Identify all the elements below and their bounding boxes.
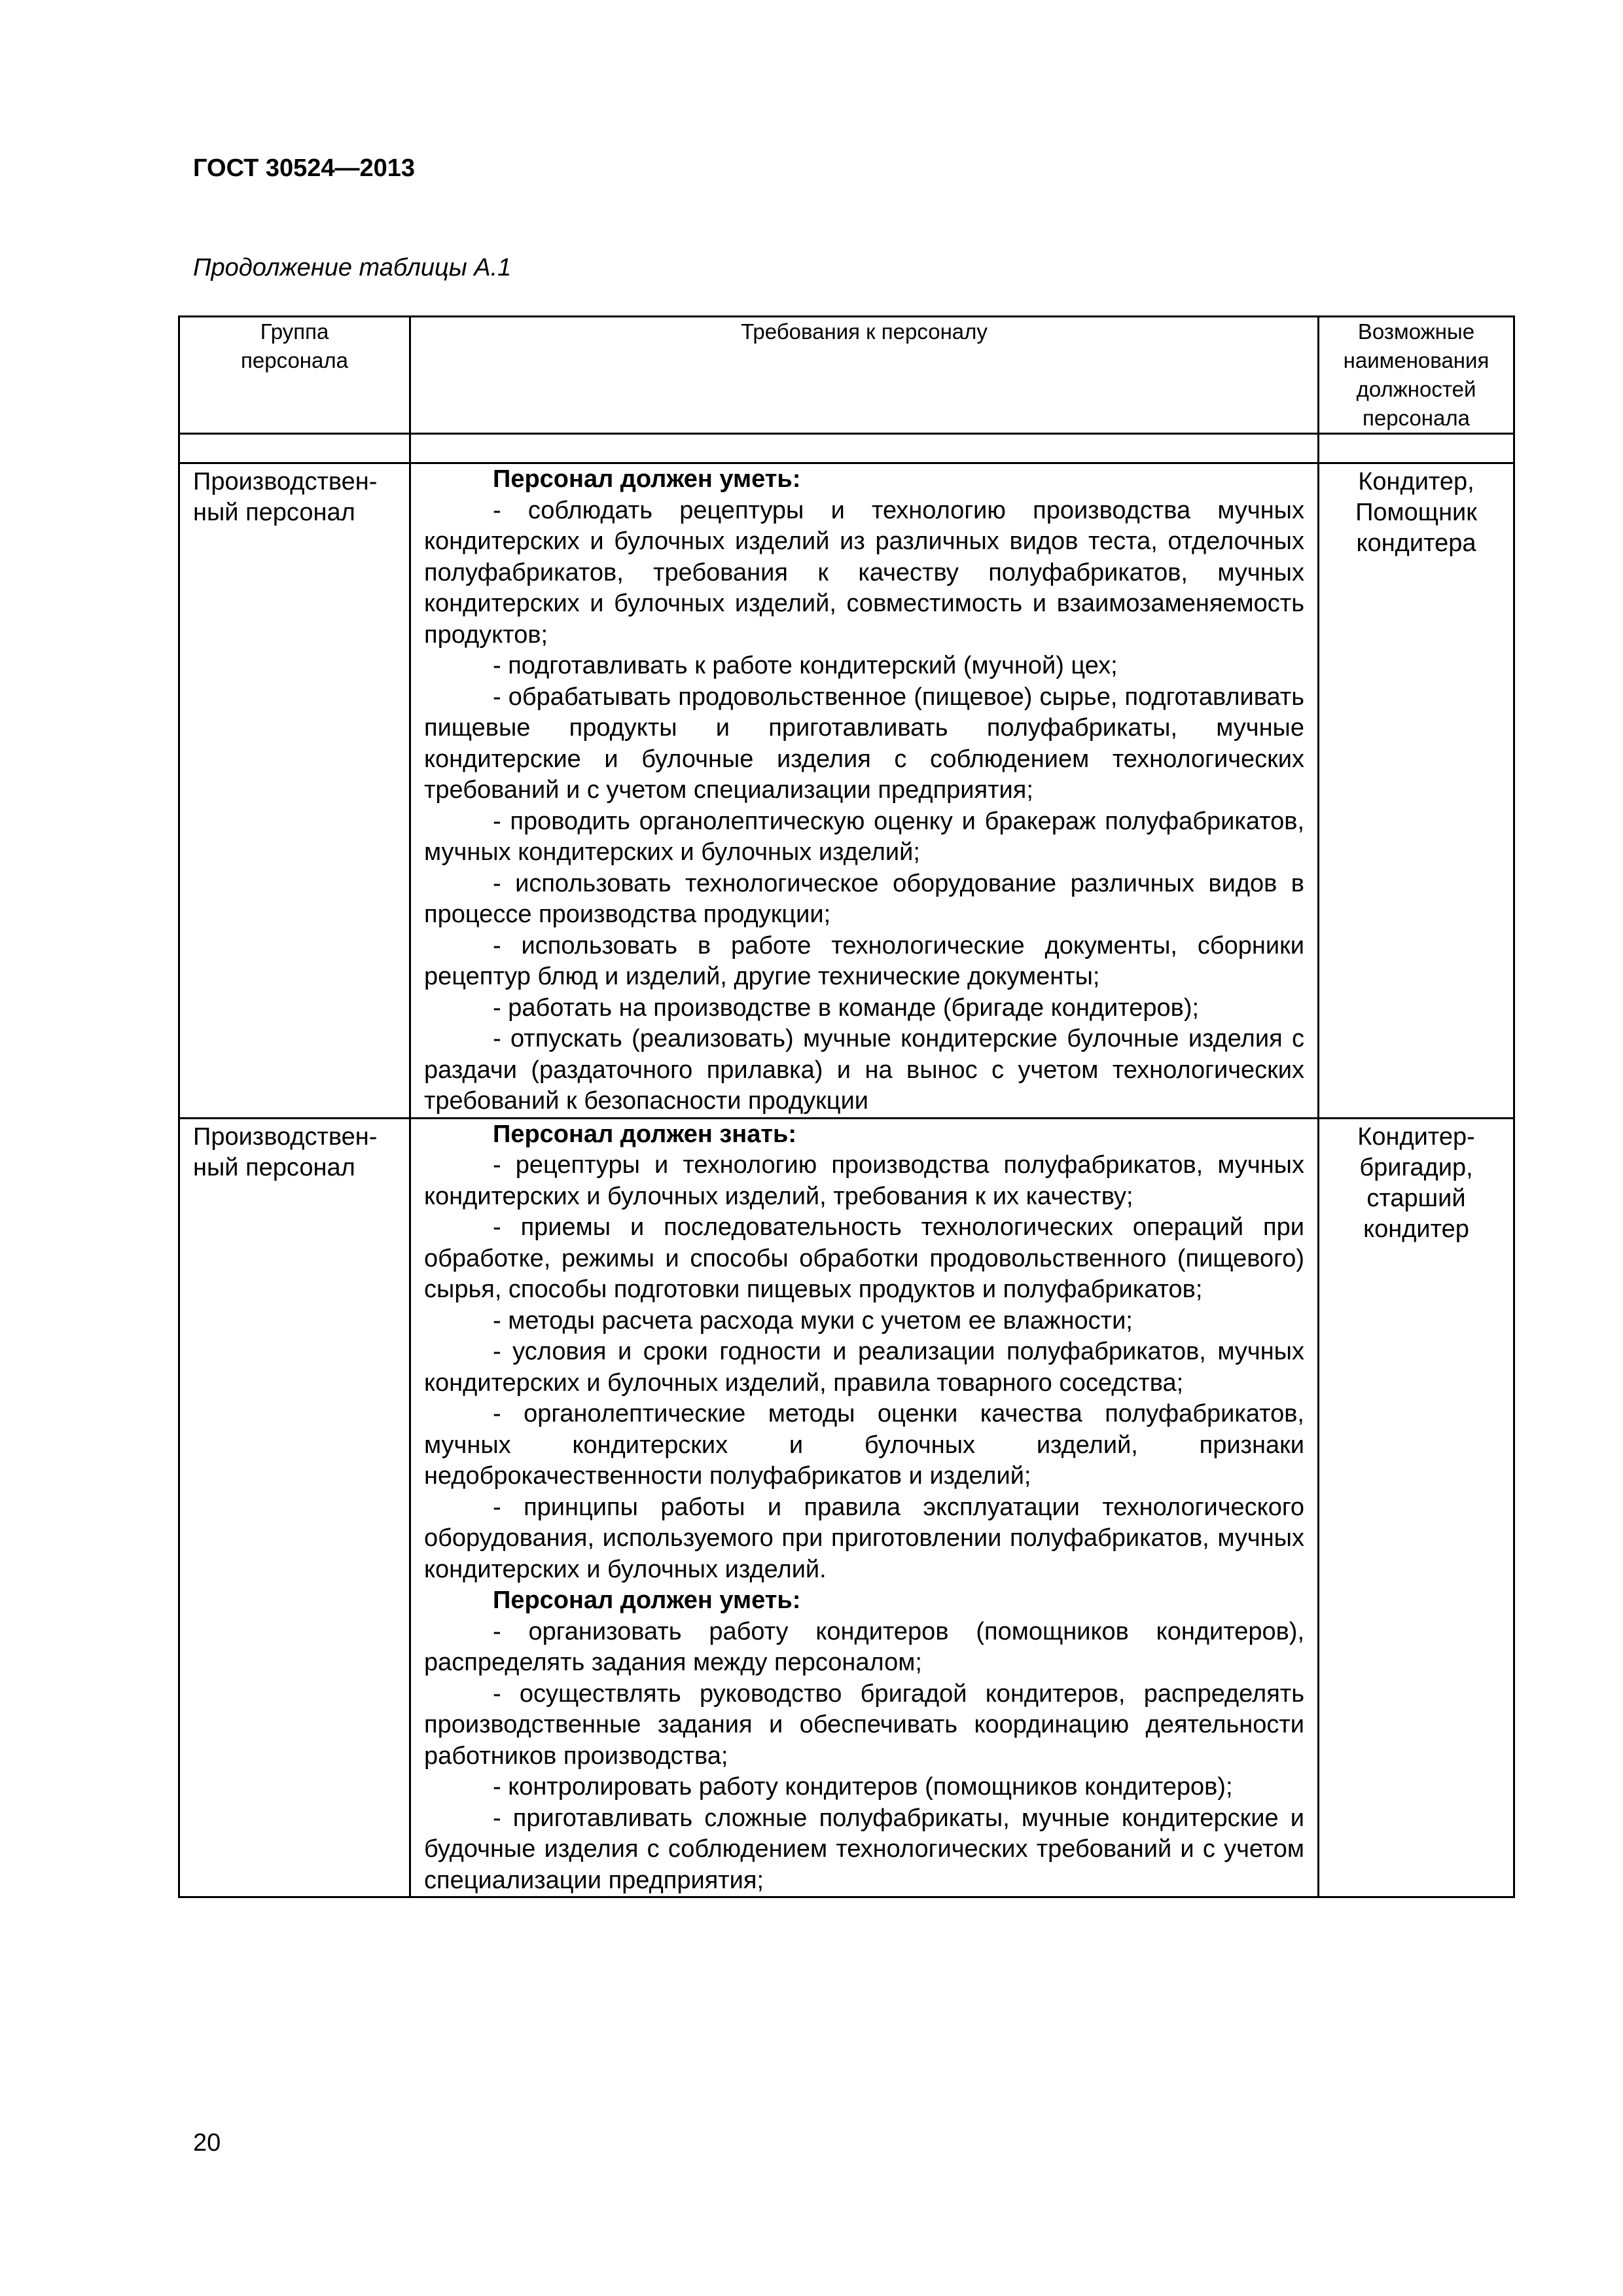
requirement-item: - подготавливать к работе кондитерский (мучной) цех; [493,652,1118,679]
requirements-heading: Персонал должен знать: [493,1120,796,1148]
requirements-table [178,315,1515,1898]
requirement-item: - органолептические методы оценки качества полуфабрикатов, мучных кондитерских и булочных изделий, признаки недоброкачественности полуфабрикатов и изделий; [424,1400,1304,1490]
table-row [179,1118,1514,1897]
requirement-item: - осуществлять руководство бригадой кондитеров, распределять производственные задания и обеспечивать координацию деятельности работников производства; [424,1679,1304,1770]
header-positions: Возможные наименования должностей персонала [1319,317,1514,434]
requirement-item: - организовать работу кондитеров (помощников кондитеров), распределять задания между персоналом; [424,1617,1304,1676]
requirement-item: - рецептуры и технологию производства полуфабрикатов, мучных кондитерских и булочных изделий, требования к их качеству; [424,1151,1304,1210]
requirements-cell [410,463,1319,1119]
requirements-heading: Персонал должен уметь: [493,1587,801,1614]
requirement-item: - обрабатывать продовольственное (пищевое) сырье, подготавливать пищевые продукты и приготавливать полуфабрикаты, мучные кондитерские и булочные изделия с соблюдением технологических требований и с учетом специализации предприятия; [424,683,1304,804]
requirements-heading: Персонал должен уметь: [493,465,801,493]
requirement-item: - проводить органолептическую оценку и бракераж полуфабрикатов, мучных кондитерских и булочных изделий; [424,807,1304,866]
requirements-cell [410,1118,1319,1897]
positions-cell: Кондитер- бригадир, старший кондитер [1319,1118,1514,1897]
requirement-item: - приемы и последовательность технологических операций при обработке, режимы и способы обработки продовольственного (пищевого) сырья, способы подготовки пищевых продуктов и полуфабрикатов; [424,1213,1304,1303]
positions-cell: Кондитер, Помощник кондитера [1319,463,1514,1119]
requirement-item: - использовать в работе технологические документы, сборники рецептур блюд и изделий, другие технические документы; [424,931,1304,990]
requirement-item: - принципы работы и правила эксплуатации технологического оборудования, используемого при приготовлении полуфабрикатов, мучных кондитерских и булочных изделий. [424,1493,1304,1583]
page-number: 20 [193,2129,221,2157]
table-header-row [179,317,1514,434]
requirement-item: - условия и сроки годности и реализации полуфабрикатов, мучных кондитерских и булочных изделий, правила товарного соседства; [424,1338,1304,1397]
requirement-item: - работать на производстве в команде (бригаде кондитеров); [493,994,1200,1022]
requirement-item: - приготавливать сложные полуфабрикаты, мучные кондитерские и будочные изделия с соблюдением технологических требований и с учетом специализации предприятия; [424,1804,1304,1894]
requirement-item: - использовать технологическое оборудование различных видов в процессе производства продукции; [424,869,1304,928]
table-row [179,463,1514,1119]
table-caption: Продолжение таблицы А.1 [193,254,512,281]
document-code: ГОСТ 30524—2013 [193,154,416,182]
requirement-item: - отпускать (реализовать) мучные кондитерские булочные изделия с раздачи (раздаточного прилавка) и на вынос с учетом технологических требований к безопасности продукции [424,1025,1304,1115]
group-cell: Производствен- ный персонал [179,1118,410,1897]
requirement-item: - контролировать работу кондитеров (помощников кондитеров); [493,1773,1233,1801]
group-cell: Производствен- ный персонал [179,463,410,1119]
requirement-item: - методы расчета расхода муки с учетом ее влажности; [493,1306,1133,1335]
header-separator-row [179,434,1514,463]
header-group: Группа персонала [179,317,410,434]
header-requirements: Требования к персоналу [410,317,1319,434]
requirement-item: - соблюдать рецептуры и технологию производства мучных кондитерских и булочных изделий из различных видов теста, отделочных полуфабрикатов, требования к качеству полуфабрикатов, мучных кондитерских и булочных изделий, совместимость и взаимозаменяемость продуктов; [424,496,1304,649]
